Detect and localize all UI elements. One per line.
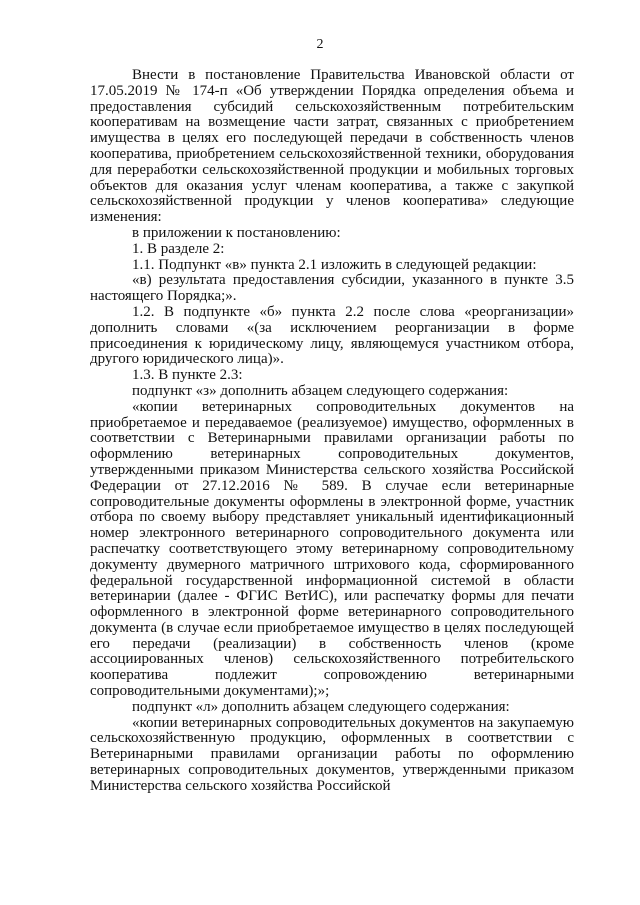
paragraph-item-1-2: 1.2. В подпункте «б» пункта 2.2 после слова «реорганизации» дополнить словами «(за исключением реорганизации в форме присоединения к юридическому лицу, являющемуся участником отбора, другого юридического лица)». [90,303,574,368]
paragraph-section-2: 1. В разделе 2: [132,240,225,257]
paragraph-subitem-z: подпункт «з» дополнить абзацем следующего содержания: [132,382,509,399]
paragraph-item-1-3: 1.3. В пункте 2.3: [132,367,243,384]
page-number: 2 [316,37,324,52]
paragraph-subitem-l-text: «копии ветеринарных сопроводительных документов на закупаемую сельскохозяйственную продукцию, оформленных в соответствии с Ветеринарными правилами организации работы по оформлению ветеринарных сопроводительных документов, утвержденными приказом Министерства сельского хозяйства Российской [90,714,574,794]
paragraph-subitem-z-text: «копии ветеринарных сопроводительных документов на приобретаемое и передаваемое (реализуемое) имущество, оформленных в соответствии с Ветеринарными правилами организации работы по оформлению ветеринарных сопроводительных документов, утвержденными приказом Министерства сельского хозяйства Российской Федерации от 27.12.2016 № 589. В случае если ветеринарные сопроводительные документы оформлены в электронной форме, участник отбора по своему выбору представляет уникальный идентификационный номер электронного ветеринарного сопроводительного документа или распечатку соответствующего этому ветеринарному сопроводительному документу двумерного матричного штрихового кода, сформированного федеральной государственной информационной системой в области ветеринарии (далее - ФГИС ВетИС), или распечатку формы для печати оформленного в электронной форме ветеринарного сопроводительного документа (в случае если приобретаемое имущество в целях последующей его передачи (реализации) в собственность членов (кроме ассоциированных членов) сельскохозяйственного потребительского кооператива подлежит сопровождению ветеринарными сопроводительными документами);»; [90,398,574,700]
paragraph-item-1-1-text: «в) результата предоставления субсидии, указанного в пункте 3.5 настоящего Порядка;». [90,272,574,305]
paragraph-subitem-l: подпункт «л» дополнить абзацем следующего содержания: [132,698,510,715]
document-body [90,68,574,795]
paragraph-appendix: в приложении к постановлению: [132,224,341,241]
paragraph-item-1-1: 1.1. Подпункт «в» пункта 2.1 изложить в следующей редакции: [132,256,537,273]
paragraph-amendment-intro: Внести в постановление Правительства Ивановской области от 17.05.2019 № 174-п «Об утверждении Порядка определения объема и предоставления субсидий сельскохозяйственным потребительским кооперативам на возмещение части затрат, связанных с приобретением имущества в целях его последующей передачи в собственность членов кооператива, приобретением сельскохозяйственной техники, оборудования для переработки сельскохозяйственной продукции и мобильных торговых объектов для оказания услуг членам кооператива, а также с закупкой сельскохозяйственной продукции у членов кооператива» следующие изменения: [90,67,574,226]
